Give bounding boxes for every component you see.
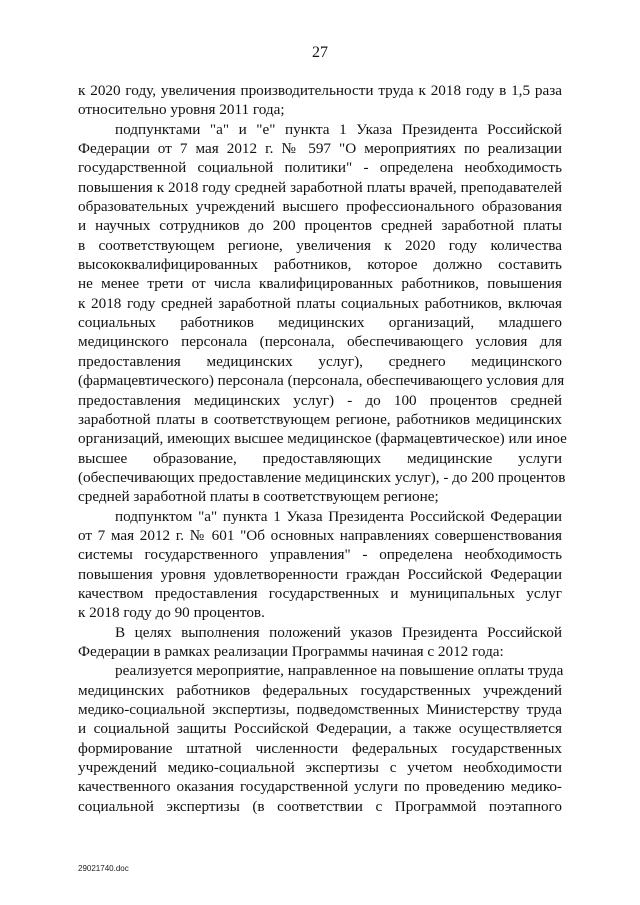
text-line: качественного оказания государственной услуги по проведению медико- <box>78 778 562 796</box>
text-line: к 2018 году до 90 процентов. <box>78 604 265 622</box>
text-line: средней заработной платы в соответствующем регионе; <box>78 488 439 506</box>
text-line: образовательных учреждений высшего профессионального образования <box>78 198 562 216</box>
text-line: к 2020 году, увеличения производительности труда к 2018 году в 1,5 раза <box>78 82 562 99</box>
text-line: высококвалифицированных работников, которое должно составить <box>78 256 562 274</box>
text-line: не менее трети от числа квалифицированных работников, повышения <box>78 275 562 293</box>
page-number: 27 <box>312 44 328 61</box>
text-line: предоставления медицинских услуг), среднего медицинского <box>78 352 562 370</box>
document-body <box>78 81 567 816</box>
text-line: формирование штатной численности федеральных государственных <box>78 739 562 757</box>
text-line: организаций, имеющих высшее медицинское (фармацевтическое) или иное <box>78 430 567 448</box>
text-line: Федерации в рамках реализации Программы начиная с 2012 года: <box>78 642 504 660</box>
text-line: и социальной защиты Российской Федерации, а также осуществляется <box>78 720 562 738</box>
text-line: повышения к 2018 году средней заработной платы врачей, преподавателей <box>78 178 562 196</box>
text-line: от 7 мая 2012 г. № 601 "Об основных направлениях совершенствования <box>78 526 562 544</box>
text-line: высшее образование, предоставляющих медицинские услуги <box>78 449 562 467</box>
text-line: подпунктом "а" пункта 1 Указа Президента Российской Федерации <box>115 507 562 525</box>
text-line: качеством предоставления государственных и муниципальных услуг <box>78 584 562 602</box>
text-line: социальных работников медицинских организаций, младшего <box>78 314 562 332</box>
text-line: медицинского персонала (персонала, обеспечивающего условия для <box>78 333 562 351</box>
text-line: в соответствующем регионе, увеличения к 2020 году количества <box>78 236 562 254</box>
text-line: повышения уровня удовлетворенности граждан Российской Федерации <box>78 565 562 583</box>
paragraph <box>78 661 562 816</box>
text-line: подпунктами "а" и "е" пункта 1 Указа Президента Российской <box>115 120 562 138</box>
text-line: системы государственного управления" - определена необходимость <box>78 546 562 564</box>
text-line: медико-социальной экспертизы, подведомственных Министерству труда <box>78 701 562 718</box>
paragraph <box>78 623 562 662</box>
paragraph <box>78 81 562 120</box>
text-line: относительно уровня 2011 года; <box>78 101 285 119</box>
text-line: медицинских работников федеральных государственных учреждений <box>78 681 562 699</box>
paragraph <box>78 507 562 623</box>
text-line: предоставления медицинских услуг) - до 100 процентов средней <box>78 391 562 409</box>
text-line: учреждений медико-социальной экспертизы с учетом необходимости <box>78 759 562 777</box>
text-line: реализуется мероприятие, направленное на повышение оплаты труда <box>115 662 564 680</box>
text-line: (фармацевтического) персонала (персонала, обеспечивающего условия для <box>78 372 565 390</box>
text-line: Федерации от 7 мая 2012 г. № 597 "О мероприятиях по реализации <box>78 140 562 158</box>
paragraph <box>78 120 567 507</box>
text-line: В целях выполнения положений указов Президента Российской <box>115 623 562 641</box>
footer-filename: 29021740.doc <box>78 864 129 873</box>
text-line: (обеспечивающих предоставление медицинских услуг), - до 200 процентов <box>78 468 566 486</box>
text-line: социальной экспертизы (в соответствии с Программой поэтапного <box>78 797 562 815</box>
text-line: и научных сотрудников до 200 процентов средней заработной платы <box>78 217 562 235</box>
text-line: к 2018 году средней заработной платы социальных работников, включая <box>78 294 562 312</box>
text-line: заработной платы в соответствующем регионе, работников медицинских <box>78 410 562 428</box>
text-line: государственной социальной политики" - определена необходимость <box>78 159 562 177</box>
